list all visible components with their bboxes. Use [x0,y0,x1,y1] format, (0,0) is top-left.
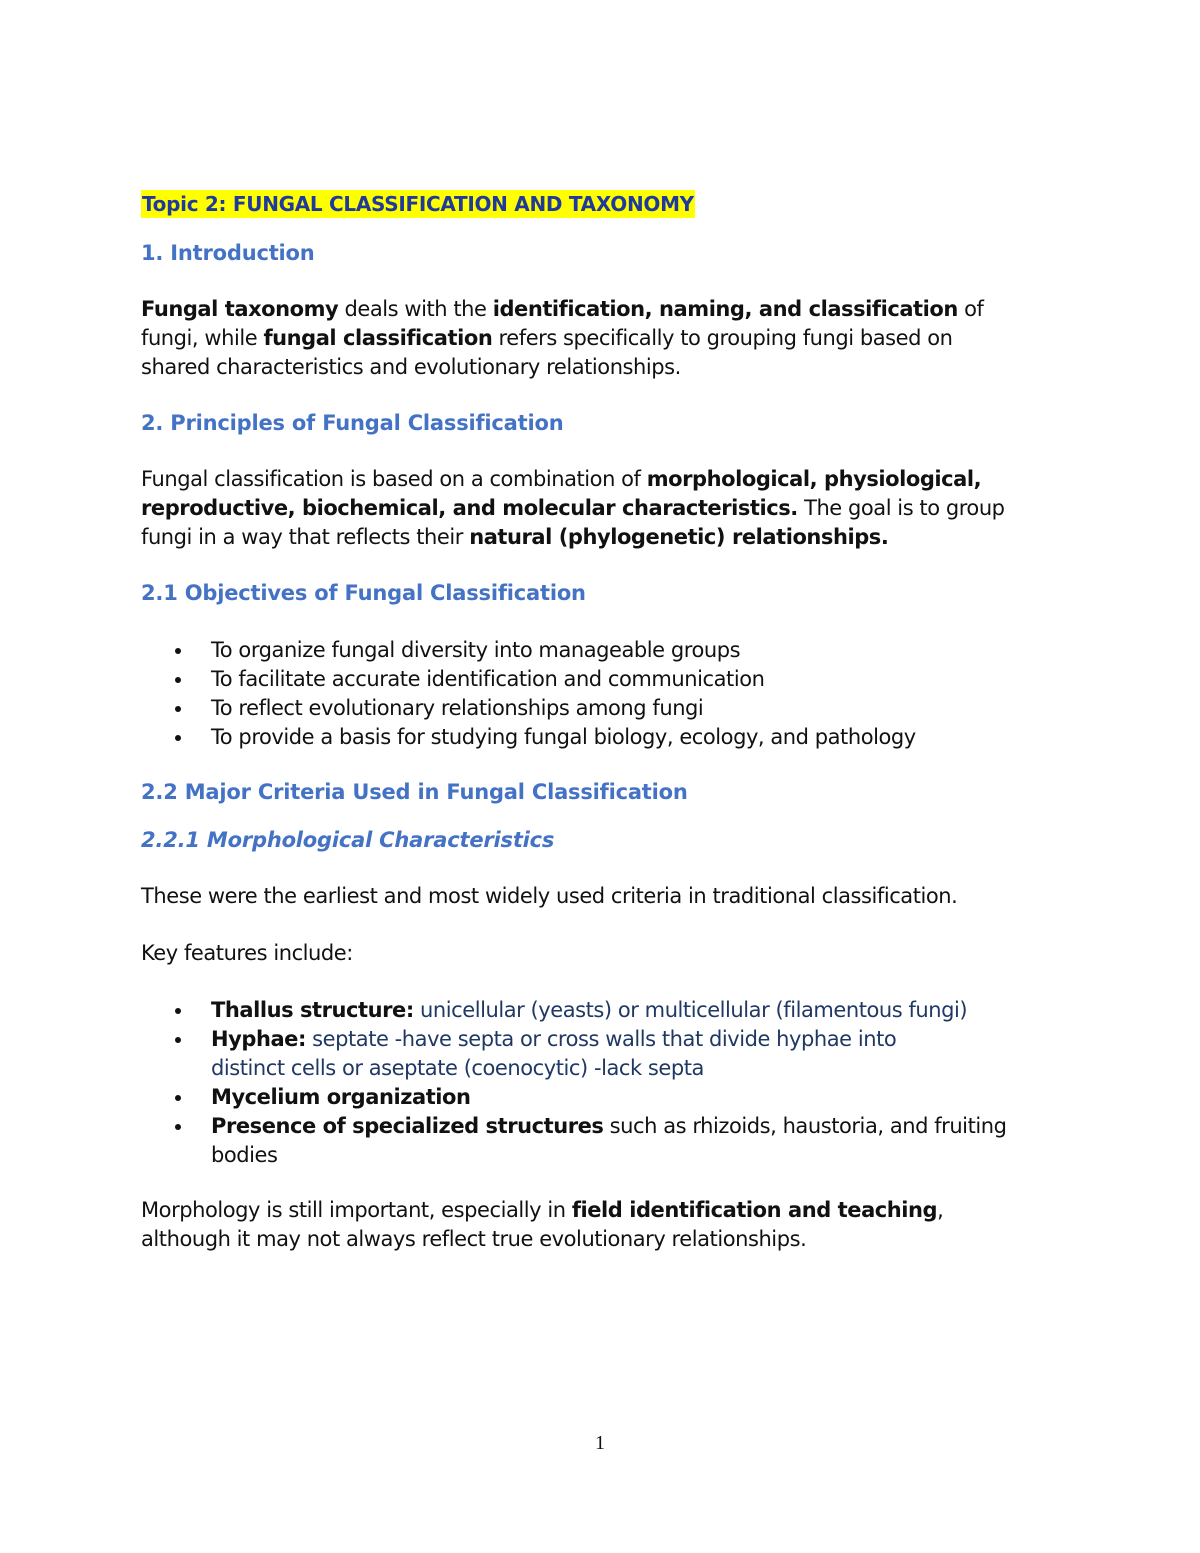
document-title: Topic 2: FUNGAL CLASSIFICATION AND TAXONOMY [142,192,694,216]
text-span: unicellular (yeasts) or multicellular (filamentous fungi) [413,998,968,1022]
text-span: , [937,1198,944,1222]
text-span: fungi in a way that reflects their [141,525,470,549]
heading-morphological: 2.2.1 Morphological Characteristics [141,828,555,852]
paragraph-morph-intro [141,882,957,911]
list-item [141,1025,1006,1083]
heading-introduction: 1. Introduction [141,241,315,265]
heading-principles: 2. Principles of Fungal Classification [141,411,564,435]
bullet-icon [175,1037,181,1043]
list-item [141,665,916,694]
bullet-icon [175,648,181,654]
list-item [141,723,916,752]
list-item [141,636,916,665]
text-span: Morphology is still important, especially in [141,1198,572,1222]
text-span: fungi, while [141,326,264,350]
text-span: distinct cells or aseptate (coenocytic) -lack septa [211,1056,704,1080]
text-span: To organize fungal diversity into manageable groups [211,638,741,662]
term-field-identification: field identification and teaching [571,1198,938,1222]
text-span: The goal is to group [797,496,1005,520]
text-span: Key features include: [141,941,353,965]
heading-criteria: 2.2 Major Criteria Used in Fungal Classification [141,780,688,804]
paragraph-conclusion [141,1196,943,1254]
term-mycelium: Mycelium organization [211,1085,471,1109]
text-span: Fungal classification is based on a combination of [141,467,647,491]
text-span: although it may not always reflect true evolutionary relationships. [141,1227,807,1251]
text-span: such as rhizoids, haustoria, and fruiting [603,1114,1007,1138]
text-span: These were the earliest and most widely used criteria in traditional classification. [141,884,958,908]
term-characteristics-a: morphological, physiological, [646,467,982,491]
heading-objectives: 2.1 Objectives of Fungal Classification [141,581,586,605]
objectives-list [141,636,916,752]
text-span: of [957,297,984,321]
term-characteristics-b: reproductive, biochemical, and molecular characteristics. [141,496,798,520]
term-identification: identification, naming, and classification [492,297,958,321]
paragraph-introduction [141,295,983,382]
paragraph-principles [141,465,1005,552]
bullet-icon [175,1008,181,1014]
features-list [141,996,1006,1170]
text-span: septate -have septa or cross walls that divide hyphae into [305,1027,897,1051]
term-hyphae: Hyphae: [211,1027,306,1051]
term-fungal-taxonomy: Fungal taxonomy [141,297,339,321]
bullet-icon [175,1095,181,1101]
text-span: bodies [211,1143,278,1167]
term-fungal-classification: fungal classification [263,326,493,350]
list-item [141,1083,1006,1112]
term-thallus: Thallus structure: [211,998,414,1022]
text-span: deals with the [338,297,493,321]
text-span: To facilitate accurate identification and communication [211,667,765,691]
list-item [141,1112,1006,1170]
text-span: refers specifically to grouping fungi based on [492,326,953,350]
key-features-label [141,939,353,968]
term-natural-relationships: natural (phylogenetic) relationships. [469,525,889,549]
list-item [141,694,916,723]
text-span: shared characteristics and evolutionary relationships. [141,355,681,379]
bullet-icon [175,706,181,712]
bullet-icon [175,1124,181,1130]
text-span: To reflect evolutionary relationships among fungi [211,696,704,720]
page-number: 1 [595,1432,605,1454]
list-item [141,996,1006,1025]
term-specialized-structures: Presence of specialized structures [211,1114,604,1138]
bullet-icon [175,735,181,741]
text-span: To provide a basis for studying fungal biology, ecology, and pathology [211,725,916,749]
bullet-icon [175,677,181,683]
